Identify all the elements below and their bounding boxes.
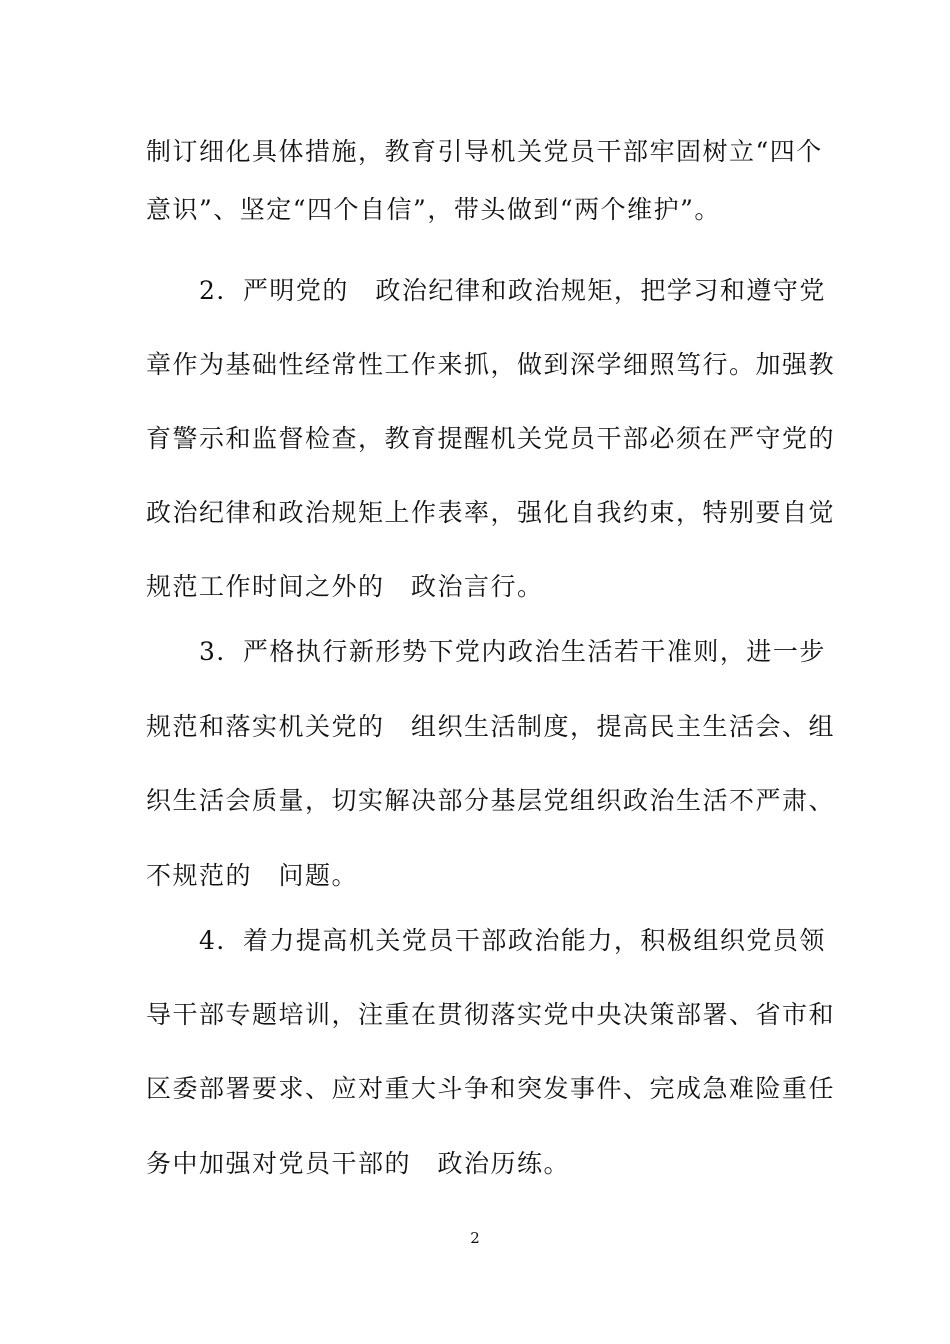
- text-line-2: 意识”、坚定“四个自信”，带头做到“两个维护”。: [146, 195, 721, 224]
- text-line-4: 章作为基础性经常性工作来抓，做到深学细照笃行。加强教: [146, 350, 836, 379]
- text-line-15: 务中加强对党员干部的 政治历练。: [146, 1149, 571, 1178]
- text-line-7: 规范工作时间之外的 政治言行。: [146, 572, 544, 601]
- text-line-1: 制订细化具体措施，教育引导机关党员干部牢固树立“四个: [146, 137, 823, 166]
- text-line-13: 导干部专题培训，注重在贯彻落实党中央决策部署、省市和: [146, 1000, 836, 1029]
- text-line-14: 区委部署要求、应对重大斗争和突发事件、完成急难险重任: [146, 1074, 836, 1103]
- text-line-11: 不规范的 问题。: [146, 861, 359, 890]
- text-line-3: 2．严明党的 政治纪律和政治规矩，把学习和遵守党: [146, 276, 826, 305]
- text-line-12: 4．着力提高机关党员干部政治能力，积极组织党员领: [146, 926, 826, 955]
- text-line-10: 织生活会质量，切实解决部分基层党组织政治生活不严肃、: [146, 786, 836, 815]
- text-line-6: 政治纪律和政治规矩上作表率，强化自我约束，特别要自觉: [146, 498, 836, 527]
- text-line-5: 育警示和监督检查，教育提醒机关党员干部必须在严守党的: [146, 424, 836, 453]
- text-line-9: 规范和落实机关党的 组织生活制度，提高民主生活会、组: [146, 712, 836, 741]
- text-line-8: 3．严格执行新形势下党内政治生活若干准则，进一步: [146, 637, 826, 666]
- page-number: 2: [470, 1229, 480, 1247]
